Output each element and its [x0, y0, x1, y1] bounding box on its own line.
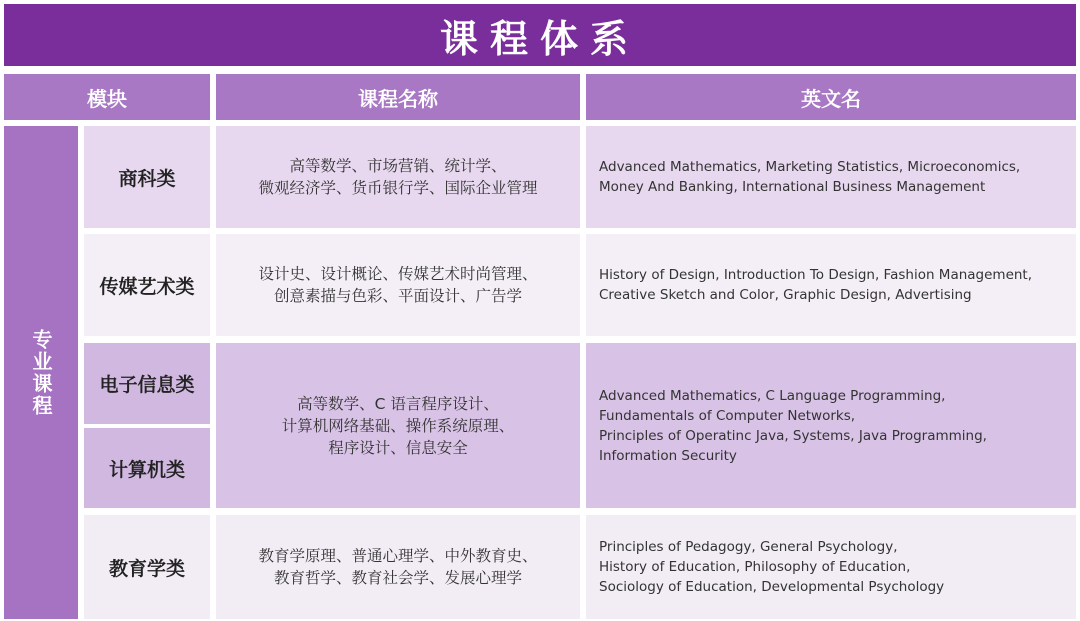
category-media-arts: 传媒艺术类	[84, 234, 210, 336]
course-cn-line: 设计史、设计概论、传媒艺术时尚管理、	[258, 265, 538, 283]
category-computer: 计算机类	[84, 428, 210, 508]
course-en-education	[586, 515, 1076, 619]
page-title: 课程体系	[4, 4, 1076, 66]
course-en-electronic-computer	[586, 343, 1076, 508]
course-en-business	[586, 126, 1076, 228]
header-module: 模块	[4, 74, 210, 120]
course-en-line: Principles of Operatinc Java, Systems, Java Programming,	[599, 427, 987, 444]
course-en-line: Advanced Mathematics, Marketing Statistics, Microeconomics,	[599, 159, 1021, 175]
header-english-name: 英文名	[586, 74, 1076, 120]
course-cn-line: 高等数学、C 语言程序设计、	[297, 394, 499, 413]
course-cn-business	[216, 126, 580, 228]
group-label-text: 专业课程	[29, 328, 53, 417]
course-en-line: Money And Banking, International Business Management	[599, 179, 986, 195]
group-label-professional-courses	[4, 126, 78, 619]
course-cn-line: 教育学原理、普通心理学、中外教育史、	[258, 547, 538, 565]
course-en-line: Creative Sketch and Color, Graphic Design, Advertising	[599, 287, 972, 303]
category-education: 教育学类	[84, 515, 210, 619]
course-en-media-arts	[586, 234, 1076, 336]
course-cn-line: 程序设计、信息安全	[328, 438, 468, 457]
course-cn-line: 计算机网络基础、操作系统原理、	[281, 416, 515, 435]
category-electronic-information: 电子信息类	[84, 343, 210, 424]
category-business: 商科类	[84, 126, 210, 228]
course-en-line: Information Security	[599, 447, 737, 464]
course-en-line: Fundamentals of Computer Networks,	[599, 407, 856, 424]
course-cn-media-arts	[216, 234, 580, 336]
course-cn-line: 创意素描与色彩、平面设计、广告学	[273, 287, 522, 305]
course-en-line: Advanced Mathematics, C Language Programming,	[599, 387, 946, 404]
course-cn-electronic-computer	[216, 343, 580, 508]
course-cn-line: 高等数学、市场营销、统计学、	[289, 157, 507, 175]
course-cn-line: 教育哲学、教育社会学、发展心理学	[273, 569, 522, 587]
course-en-line: History of Education, Philosophy of Education,	[599, 559, 911, 575]
course-cn-education	[216, 515, 580, 619]
course-cn-line: 微观经济学、货币银行学、国际企业管理	[258, 179, 538, 197]
header-course-name: 课程名称	[216, 74, 580, 120]
course-en-line: Principles of Pedagogy, General Psychology,	[599, 539, 898, 555]
course-en-line: Sociology of Education, Developmental Psychology	[599, 579, 945, 595]
course-en-line: History of Design, Introduction To Design, Fashion Management,	[599, 267, 1033, 283]
